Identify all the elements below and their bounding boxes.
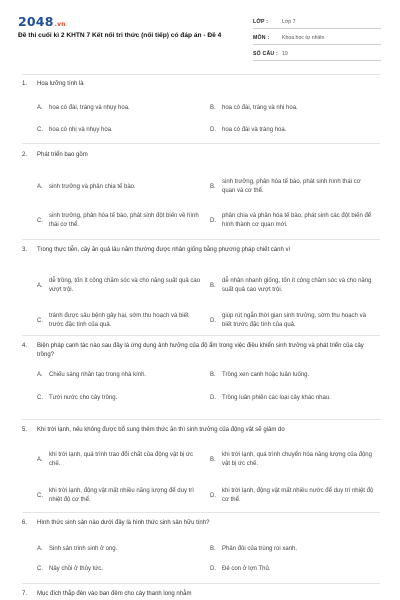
option-text: phân chia và phân hóa tế bào, phát sinh các đột biến để hình thành cơ quan mới. bbox=[222, 213, 372, 228]
option-a[interactable] bbox=[37, 370, 202, 380]
question-stem bbox=[22, 590, 380, 599]
option-c[interactable] bbox=[37, 487, 202, 505]
option-letter: C. bbox=[37, 492, 43, 499]
question-options bbox=[22, 89, 380, 139]
option-text: Trồng xen canh hoặc luân luống. bbox=[222, 371, 310, 378]
question-options bbox=[22, 435, 380, 515]
site-logo[interactable] bbox=[18, 14, 66, 29]
question-number: 2. bbox=[22, 152, 28, 158]
question-stem bbox=[22, 426, 380, 435]
option-letter: D. bbox=[210, 565, 216, 572]
option-a[interactable] bbox=[37, 451, 202, 469]
option-letter: A. bbox=[37, 371, 43, 378]
option-b[interactable] bbox=[210, 178, 375, 196]
option-letter: C. bbox=[37, 317, 43, 324]
question-number: 6. bbox=[22, 520, 28, 526]
question-text: Trong thực tiễn, cây ăn quả lâu năm thường được nhân giống bằng phương pháp chiết cành vì bbox=[37, 247, 291, 253]
question-number: 4. bbox=[22, 343, 28, 349]
option-c[interactable] bbox=[37, 212, 202, 230]
question-number: 5. bbox=[22, 427, 28, 433]
question-3 bbox=[22, 246, 380, 340]
question-text: Biện pháp canh tác nào sau đây là ứng dụng ảnh hưởng của độ ẩm trong việc điều khiển sinh trưởng và phát triển của cây trồng? bbox=[37, 343, 364, 358]
question-2 bbox=[22, 151, 380, 235]
option-a[interactable] bbox=[37, 178, 202, 196]
option-letter: B. bbox=[210, 545, 216, 552]
option-letter: D. bbox=[210, 126, 216, 133]
option-letter: A. bbox=[37, 282, 43, 289]
meta-value: 19 bbox=[282, 51, 288, 57]
question-text: Hình thức sinh sản nào dưới đây là hình thức sinh sản hữu tính? bbox=[37, 520, 210, 526]
question-text: Khi trời lạnh, nếu không được bổ sung thêm thức ăn thì sinh trưởng của động vật sẽ giảm do bbox=[37, 427, 285, 433]
option-text: hoa có đài, tràng và nhụy hoa. bbox=[49, 104, 130, 111]
question-text: Hoa lưỡng tính là bbox=[37, 81, 84, 87]
option-letter: D. bbox=[210, 317, 216, 324]
option-letter: D. bbox=[210, 217, 216, 224]
option-c[interactable] bbox=[37, 393, 202, 403]
option-a[interactable] bbox=[37, 544, 202, 554]
option-d[interactable] bbox=[210, 393, 375, 403]
question-divider bbox=[22, 512, 380, 513]
question-5 bbox=[22, 426, 380, 515]
option-a[interactable] bbox=[37, 277, 202, 295]
question-stem bbox=[22, 151, 380, 160]
option-text: giúp rút ngắn thời gian sinh trưởng, sớm thu hoạch và biết trước đặc tính của quả. bbox=[222, 313, 366, 328]
option-letter: A. bbox=[37, 545, 43, 552]
option-d[interactable] bbox=[210, 125, 375, 135]
option-letter: D. bbox=[210, 394, 216, 401]
option-text: sinh trưởng, phân hóa tế bào, phát sinh hình thái cơ quan và cơ thể. bbox=[222, 179, 361, 194]
question-text: Phát triển bao gồm bbox=[37, 152, 88, 158]
option-letter: A. bbox=[37, 456, 43, 463]
option-text: sinh trưởng, phân hóa tế bào, phát sinh đột biến về hình thái cơ thể. bbox=[49, 213, 199, 228]
option-b[interactable] bbox=[210, 451, 375, 469]
option-text: hoa có đài, tràng và nhị hoa. bbox=[222, 104, 298, 111]
meta-label: SỐ CÂU : bbox=[253, 51, 278, 57]
question-divider bbox=[22, 335, 380, 336]
question-options bbox=[22, 528, 380, 584]
option-c[interactable] bbox=[37, 564, 202, 574]
page-header bbox=[0, 0, 400, 66]
option-text: dễ nhân nhanh giống, tốn ít công chăm sóc và cho năng suất quả cao vượt trội. bbox=[222, 278, 372, 293]
question-divider bbox=[22, 419, 380, 420]
question-divider bbox=[22, 583, 380, 584]
question-divider bbox=[22, 239, 380, 240]
option-text: Trồng luân phiên các loại cây khác nhau. bbox=[222, 394, 331, 401]
option-text: hoa có nhị và nhụy hoa. bbox=[49, 126, 113, 133]
header-divider bbox=[22, 74, 380, 75]
option-text: sinh trưởng và phân chia tế bào. bbox=[49, 183, 136, 190]
logo-main-text: 2048 bbox=[18, 14, 54, 29]
option-letter: B. bbox=[210, 456, 216, 463]
exam-meta-table bbox=[253, 13, 381, 61]
option-letter: A. bbox=[37, 104, 43, 111]
question-number: 7. bbox=[22, 591, 28, 597]
option-text: Tưới nước cho cây trồng. bbox=[49, 394, 118, 401]
option-letter: B. bbox=[210, 282, 216, 289]
meta-label: LỚP : bbox=[253, 19, 269, 25]
option-b[interactable] bbox=[210, 103, 375, 113]
option-letter: B. bbox=[210, 371, 216, 378]
option-text: Nảy chồi ở thủy tức. bbox=[49, 565, 103, 572]
meta-row-question-count bbox=[253, 45, 381, 61]
option-a[interactable] bbox=[37, 103, 202, 113]
meta-label: MÔN : bbox=[253, 35, 270, 41]
option-d[interactable] bbox=[210, 564, 375, 574]
option-letter: C. bbox=[37, 394, 43, 401]
question-6 bbox=[22, 519, 380, 584]
option-letter: A. bbox=[37, 183, 43, 190]
question-stem bbox=[22, 80, 380, 89]
question-options bbox=[22, 360, 380, 428]
question-stem bbox=[22, 342, 380, 360]
meta-row-subject bbox=[253, 29, 381, 45]
option-text: Đẻ con ở lợn Thủ. bbox=[222, 565, 271, 572]
question-text: Mục đích thắp đèn vào ban đêm cho cây thanh long nhằm bbox=[37, 591, 192, 597]
option-text: hoa có đài và tràng hoa. bbox=[222, 126, 287, 133]
option-text: Chiếu sáng nhân tạo trong nhà kính. bbox=[49, 371, 147, 378]
option-b[interactable] bbox=[210, 370, 375, 380]
option-d[interactable] bbox=[210, 487, 375, 505]
question-stem bbox=[22, 246, 380, 255]
option-b[interactable] bbox=[210, 277, 375, 295]
option-letter: B. bbox=[210, 183, 216, 190]
question-7 bbox=[22, 590, 380, 599]
meta-value: Khoa học tự nhiên bbox=[282, 35, 325, 41]
option-text: tránh được sâu bệnh gây hại, sớm thu hoạch và biết trước đặc tính của quả. bbox=[49, 313, 189, 328]
question-options bbox=[22, 255, 380, 340]
option-text: khi trời lạnh, quá trình trao đổi chất của động vật bị ức chế. bbox=[49, 452, 194, 467]
option-letter: B. bbox=[210, 104, 216, 111]
logo-suffix-text: .vn bbox=[54, 21, 66, 28]
option-text: khi trời lạnh, quá trình chuyển hóa năng lượng của động vật bị ức chế. bbox=[222, 452, 372, 467]
question-number: 1. bbox=[22, 81, 28, 87]
question-divider bbox=[22, 143, 380, 144]
question-number: 3. bbox=[22, 247, 28, 253]
question-stem bbox=[22, 519, 380, 528]
option-b[interactable] bbox=[210, 544, 375, 554]
option-text: dễ trồng, tốn ít công chăm sóc và cho năng suất quả cao vượt trội. bbox=[49, 278, 201, 293]
meta-value: Lớp 7 bbox=[282, 19, 296, 25]
document-title: Đề thi cuối kì 2 KHTN 7 Kết nối tri thức (nối tiếp) có đáp án - Đề 4 bbox=[18, 32, 222, 39]
meta-row-class bbox=[253, 13, 381, 29]
option-text: khi trời lạnh, động vật mất nhiều nước để duy trì nhiệt độ cơ thể. bbox=[222, 488, 374, 503]
option-letter: D. bbox=[210, 492, 216, 499]
option-c[interactable] bbox=[37, 312, 202, 330]
option-text: Sinh sản trinh sinh ở ong. bbox=[49, 545, 118, 552]
option-d[interactable] bbox=[210, 212, 375, 230]
question-4 bbox=[22, 342, 380, 428]
question-options bbox=[22, 160, 380, 235]
option-text: Phân đôi của trùng roi xanh. bbox=[222, 545, 298, 552]
option-letter: C. bbox=[37, 565, 43, 572]
option-letter: C. bbox=[37, 217, 43, 224]
option-c[interactable] bbox=[37, 125, 202, 135]
question-1 bbox=[22, 80, 380, 139]
option-text: khi trời lạnh, động vật mất nhiều năng lượng để duy trì nhiệt độ cơ thể. bbox=[49, 488, 194, 503]
option-letter: C. bbox=[37, 126, 43, 133]
option-d[interactable] bbox=[210, 312, 375, 330]
